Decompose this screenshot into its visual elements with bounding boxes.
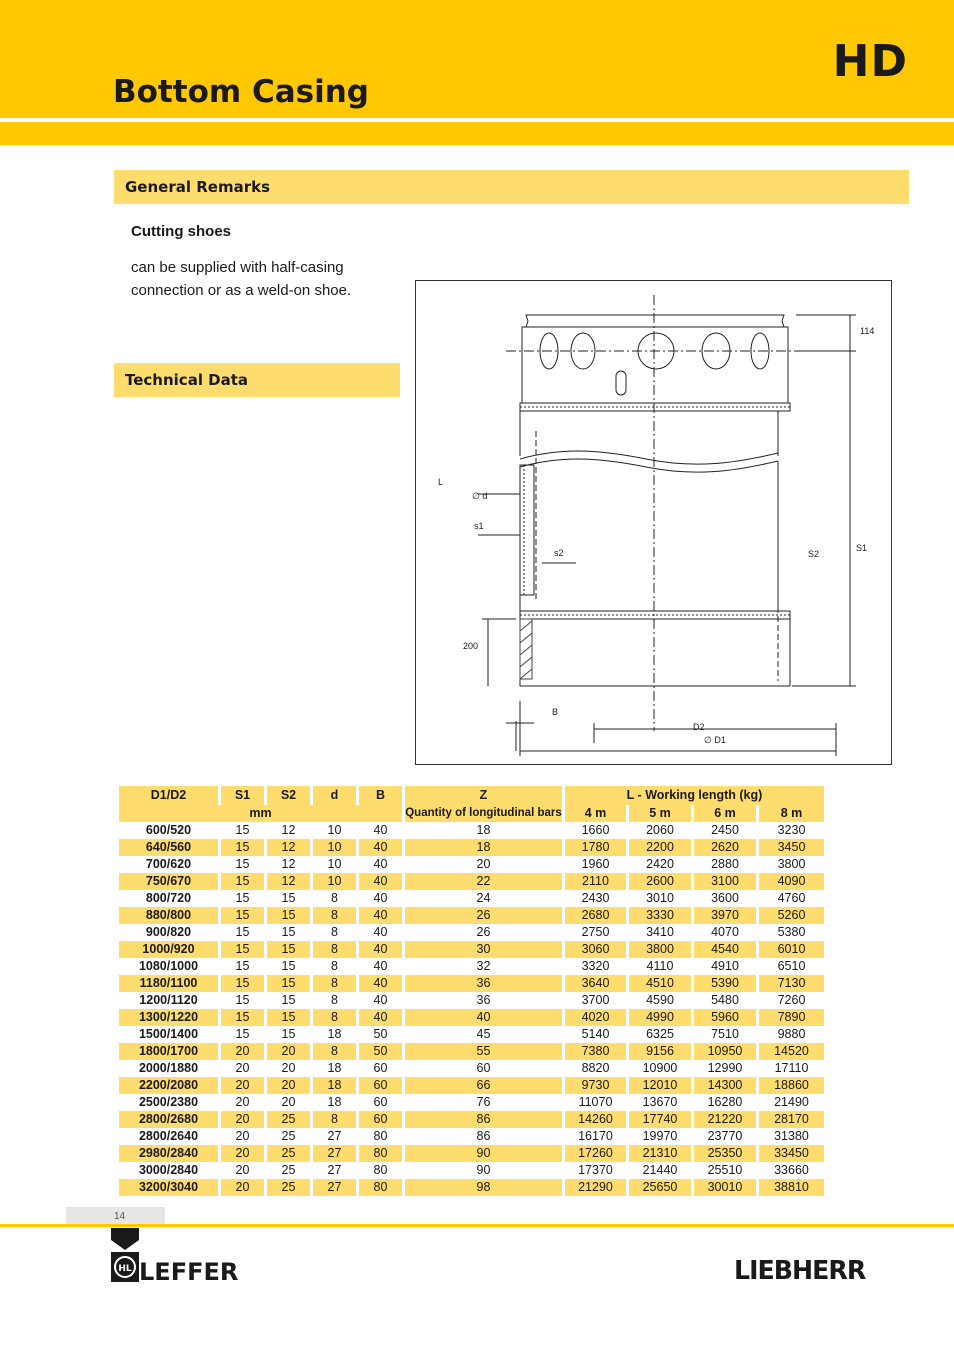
table-cell: 15	[235, 993, 250, 1007]
table-cell: 3700	[581, 993, 610, 1007]
table-cell: 25	[281, 1129, 296, 1143]
table-cell: 20	[267, 1043, 310, 1060]
table-cell: 3010	[646, 891, 674, 905]
table-cell: 60	[373, 1095, 388, 1109]
table-cell: 8	[313, 975, 356, 992]
dim-200: 200	[463, 641, 479, 651]
table-cell: 55	[405, 1043, 562, 1060]
table-cell: 50	[373, 1027, 388, 1041]
table-cell: 10	[313, 873, 356, 890]
table-cell: 3230	[777, 823, 806, 837]
table-cell: 2600	[629, 873, 691, 890]
table-cell: 3450	[759, 839, 824, 856]
table-cell: 8	[313, 1043, 356, 1060]
table-cell: 5390	[694, 975, 756, 992]
table-row	[119, 1009, 824, 1026]
table-cell: 40	[373, 857, 388, 871]
table-cell: 40	[373, 993, 388, 1007]
table-cell: 3330	[629, 907, 691, 924]
table-cell: 880/800	[119, 907, 218, 924]
table-cell: 20	[221, 1179, 264, 1196]
table-row	[119, 1128, 824, 1145]
col-4m: 4 m	[565, 805, 626, 822]
table-cell: 2060	[646, 823, 674, 837]
table-cell: 18	[327, 1027, 342, 1041]
table-cell: 20	[221, 1077, 264, 1094]
table-cell: 86	[405, 1111, 562, 1128]
table-cell: 750/670	[119, 873, 218, 890]
table-cell: 50	[359, 1043, 402, 1060]
table-cell: 8	[313, 1111, 356, 1128]
table-cell: 1180/1100	[119, 975, 218, 992]
table-cell: 24	[476, 891, 491, 905]
general-remarks-heading: General Remarks	[114, 170, 909, 204]
table-cell: 2430	[581, 891, 610, 905]
table-cell: 5960	[694, 1009, 756, 1026]
cutting-shoes-heading: Cutting shoes	[131, 223, 231, 240]
table-cell: 3200/3040	[119, 1179, 218, 1196]
table-cell: 2800/2640	[138, 1129, 199, 1143]
table-cell: 15	[235, 959, 250, 973]
table-cell: 86	[476, 1129, 491, 1143]
table-cell: 28170	[759, 1111, 824, 1128]
remark-text: can be supplied with half-casing connection or as a weld-on shoe.	[131, 259, 352, 299]
table-row	[119, 1026, 824, 1043]
table-cell: 20	[281, 1095, 296, 1109]
table-cell: 15	[267, 907, 310, 924]
table-cell: 60	[359, 1077, 402, 1094]
table-cell: 25510	[707, 1163, 743, 1177]
table-cell: 2200/2080	[119, 1077, 218, 1094]
col-s1: S1	[221, 786, 264, 805]
dim-s1: s1	[474, 521, 484, 531]
table-cell: 900/820	[145, 925, 192, 939]
table-cell: 60	[359, 1111, 402, 1128]
technical-data-heading: Technical Data	[114, 363, 400, 397]
table-cell: 40	[359, 975, 402, 992]
table-cell: 2620	[694, 839, 756, 856]
table-cell: 12010	[629, 1077, 691, 1094]
table-cell: 1660	[581, 823, 610, 837]
table-cell: 8	[313, 907, 356, 924]
table-cell: 2800/2680	[119, 1111, 218, 1128]
table-cell: 36	[405, 975, 562, 992]
table-cell: 600/520	[145, 823, 192, 837]
table-cell: 66	[405, 1077, 562, 1094]
table-cell: 12	[267, 839, 310, 856]
table-cell: 40	[373, 925, 388, 939]
table-cell: 13670	[642, 1095, 678, 1109]
table-cell: 15	[235, 857, 250, 871]
table-cell: 15	[281, 993, 296, 1007]
table-cell: 11070	[578, 1095, 613, 1109]
table-cell: 10	[327, 823, 342, 837]
col-5m: 5 m	[629, 805, 691, 822]
technical-data-table	[119, 786, 824, 1196]
table-cell: 17260	[565, 1145, 626, 1162]
casing-drawing-svg	[416, 281, 893, 766]
table-row	[119, 1094, 824, 1111]
unit-mm: mm	[119, 805, 402, 822]
dim-L: L	[438, 477, 444, 487]
table-cell: 15	[221, 839, 264, 856]
table-cell: 4070	[711, 925, 739, 939]
table-cell: 9880	[777, 1027, 806, 1041]
table-cell: 8	[313, 1009, 356, 1026]
leffer-logo-text: LEFFER	[139, 1258, 239, 1286]
table-cell: 18	[405, 839, 562, 856]
dim-S2: S2	[808, 549, 820, 559]
table-cell: 12	[281, 857, 296, 871]
table-cell: 17370	[578, 1163, 613, 1177]
table-cell: 8	[331, 925, 338, 939]
dim-B: B	[552, 707, 559, 717]
col-d: d	[313, 786, 356, 805]
table-cell: 4090	[759, 873, 824, 890]
table-cell: 8	[331, 993, 338, 1007]
table-cell: 20	[235, 1163, 250, 1177]
liebherr-logo: LIEBHERR	[734, 1256, 866, 1286]
table-cell: 2880	[711, 857, 739, 871]
table-cell: 2000/1880	[138, 1061, 199, 1075]
table-row	[119, 839, 824, 856]
table-cell: 5140	[581, 1027, 610, 1041]
table-cell: 15	[235, 823, 250, 837]
col-8m: 8 m	[759, 805, 824, 822]
table-cell: 27	[327, 1163, 342, 1177]
table-cell: 6325	[646, 1027, 674, 1041]
table-cell: 18	[476, 823, 491, 837]
table-cell: 3100	[694, 873, 756, 890]
table-cell: 80	[373, 1129, 388, 1143]
table-row	[119, 992, 824, 1009]
table-cell: 20	[221, 1043, 264, 1060]
table-cell: 15	[221, 975, 264, 992]
table-cell: 14300	[694, 1077, 756, 1094]
table-cell: 33450	[759, 1145, 824, 1162]
table-cell: 27	[327, 1129, 342, 1143]
page-number: 14	[66, 1207, 165, 1224]
table-row	[119, 975, 824, 992]
table-cell: 30010	[694, 1179, 756, 1196]
table-cell: 15	[281, 959, 296, 973]
table-cell: 800/720	[145, 891, 192, 905]
table-row	[119, 1162, 824, 1179]
z-subtitle: Quantity of longitudinal bars	[405, 805, 562, 822]
table-cell: 21220	[694, 1111, 756, 1128]
table-cell: 22	[405, 873, 562, 890]
table-cell: 18	[327, 1061, 342, 1075]
page-title: Bottom Casing	[113, 74, 369, 110]
table-cell: 7130	[759, 975, 824, 992]
table-cell: 15	[281, 891, 296, 905]
table-cell: 27	[313, 1179, 356, 1196]
table-cell: 2980/2840	[119, 1145, 218, 1162]
table-cell: 40	[373, 959, 388, 973]
col-working-length: L - Working length (kg)	[565, 786, 824, 805]
table-cell: 27	[313, 1145, 356, 1162]
table-cell: 8	[331, 959, 338, 973]
leffer-mark-text: HL	[118, 1264, 132, 1274]
table-cell: 15	[235, 891, 250, 905]
table-cell: 32	[476, 959, 491, 973]
table-cell: 98	[405, 1179, 562, 1196]
table-cell: 1000/920	[119, 941, 218, 958]
table-cell: 2500/2380	[138, 1095, 199, 1109]
table-cell: 9730	[565, 1077, 626, 1094]
table-cell: 18	[313, 1077, 356, 1094]
table-cell: 700/620	[145, 857, 192, 871]
table-cell: 7890	[759, 1009, 824, 1026]
dim-114: 114	[860, 326, 875, 336]
dim-d: ∅ d	[472, 491, 488, 501]
table-cell: 3060	[565, 941, 626, 958]
table-cell: 45	[476, 1027, 491, 1041]
table-cell: 25650	[629, 1179, 691, 1196]
table-cell: 23770	[707, 1129, 743, 1143]
table-row	[119, 1145, 824, 1162]
table-row	[119, 1077, 824, 1094]
table-cell: 10950	[694, 1043, 756, 1060]
table-cell: 10	[327, 857, 342, 871]
table-cell: 80	[359, 1179, 402, 1196]
table-cell: 20	[221, 1145, 264, 1162]
table-cell: 7260	[777, 993, 806, 1007]
table-cell: 3000/2840	[138, 1163, 199, 1177]
table-cell: 3640	[565, 975, 626, 992]
casing-drawing	[415, 280, 892, 765]
table-row	[119, 1179, 824, 1196]
table-cell: 17110	[774, 1061, 809, 1075]
table-cell: 14260	[565, 1111, 626, 1128]
table-cell: 20	[476, 857, 491, 871]
table-cell: 40	[359, 839, 402, 856]
table-cell: 15	[267, 975, 310, 992]
table-cell: 20	[267, 1077, 310, 1094]
table-row	[119, 924, 824, 941]
table-cell: 16280	[707, 1095, 743, 1109]
table-cell: 4540	[694, 941, 756, 958]
table-cell: 20	[221, 1111, 264, 1128]
table-cell: 7380	[565, 1043, 626, 1060]
table-cell: 2450	[711, 823, 739, 837]
col-s2: S2	[267, 786, 310, 805]
table-row	[119, 907, 824, 924]
table-cell: 3800	[777, 857, 806, 871]
table-row	[119, 873, 824, 890]
leffer-logo-mark	[111, 1228, 139, 1284]
col-d1d2: D1/D2	[119, 786, 218, 805]
table-cell: 33660	[774, 1163, 809, 1177]
table-cell: 12990	[707, 1061, 743, 1075]
table-cell: 26	[405, 907, 562, 924]
table-cell: 21490	[774, 1095, 809, 1109]
table-cell: 4110	[646, 959, 674, 973]
table-cell: 15	[267, 941, 310, 958]
table-cell: 25	[267, 1179, 310, 1196]
table-cell: 15	[221, 941, 264, 958]
table-cell: 17740	[629, 1111, 691, 1128]
table-cell: 2680	[565, 907, 626, 924]
table-cell: 8	[313, 941, 356, 958]
table-cell: 40	[405, 1009, 562, 1026]
table-cell: 40	[359, 873, 402, 890]
table-cell: 6510	[777, 959, 806, 973]
table-cell: 36	[476, 993, 491, 1007]
table-cell: 12	[281, 823, 296, 837]
table-cell: 5260	[759, 907, 824, 924]
header-band	[0, 122, 954, 145]
table-cell: 20	[235, 1095, 250, 1109]
table-cell: 90	[405, 1145, 562, 1162]
table-cell: 4020	[565, 1009, 626, 1026]
table-cell: 30	[405, 941, 562, 958]
dim-s2: s2	[554, 548, 564, 558]
table-cell: 19970	[642, 1129, 678, 1143]
dim-D1: ∅ D1	[704, 735, 726, 745]
table-row	[119, 958, 824, 975]
table-cell: 2750	[581, 925, 610, 939]
table-cell: 80	[359, 1145, 402, 1162]
table-cell: 25	[267, 1145, 310, 1162]
table-cell: 4760	[777, 891, 806, 905]
table-cell: 1960	[581, 857, 610, 871]
table-cell: 40	[359, 1009, 402, 1026]
table-cell: 20	[281, 1061, 296, 1075]
table-cell: 4510	[629, 975, 691, 992]
table-cell: 1780	[565, 839, 626, 856]
table-cell: 40	[373, 891, 388, 905]
table-cell: 60	[373, 1061, 388, 1075]
table-row	[119, 941, 824, 958]
table-cell: 1300/1220	[119, 1009, 218, 1026]
table-cell: 15	[281, 1027, 296, 1041]
table-cell: 40	[359, 941, 402, 958]
table-cell: 2420	[646, 857, 674, 871]
table-cell: 5480	[711, 993, 739, 1007]
table-cell: 20	[235, 1061, 250, 1075]
table-cell: 9156	[629, 1043, 691, 1060]
table-cell: 15	[281, 925, 296, 939]
table-cell: 3410	[646, 925, 674, 939]
table-cell: 90	[476, 1163, 491, 1177]
table-cell: 640/560	[119, 839, 218, 856]
col-6m: 6 m	[694, 805, 756, 822]
table-row	[119, 1060, 824, 1077]
col-z: Z	[405, 786, 562, 805]
table-cell: 10	[313, 839, 356, 856]
table-cell: 15	[235, 1027, 250, 1041]
table-cell: 1500/1400	[138, 1027, 199, 1041]
table-cell: 21440	[642, 1163, 678, 1177]
table-cell: 18860	[759, 1077, 824, 1094]
table-row	[119, 856, 824, 873]
table-cell: 38810	[759, 1179, 824, 1196]
table-cell: 18	[327, 1095, 342, 1109]
table-cell: 26	[476, 925, 491, 939]
table-cell: 25	[281, 1163, 296, 1177]
table-cell: 60	[476, 1061, 491, 1075]
table-cell: 40	[373, 823, 388, 837]
table-cell: 6010	[759, 941, 824, 958]
table-cell: 12	[267, 873, 310, 890]
dim-D2: D2	[693, 722, 705, 732]
table-cell: 80	[373, 1163, 388, 1177]
col-b: B	[359, 786, 402, 805]
table-cell: 8820	[581, 1061, 610, 1075]
table-cell: 2110	[565, 873, 626, 890]
table-cell: 15	[267, 1009, 310, 1026]
table-row	[119, 822, 824, 839]
table-cell: 40	[359, 907, 402, 924]
table-cell: 3970	[694, 907, 756, 924]
table-cell: 3320	[581, 959, 610, 973]
table-row	[119, 1111, 824, 1128]
table-cell: 5380	[777, 925, 806, 939]
table-cell: 10900	[642, 1061, 678, 1075]
table-cell: 76	[476, 1095, 491, 1109]
table-cell: 4590	[646, 993, 674, 1007]
table-cell: 3600	[711, 891, 739, 905]
table-cell: 14520	[759, 1043, 824, 1060]
table-cell: 15	[235, 925, 250, 939]
table-cell: 31380	[774, 1129, 809, 1143]
table-cell: 21310	[629, 1145, 691, 1162]
table-cell: 3800	[629, 941, 691, 958]
table-cell: 15	[221, 907, 264, 924]
table-cell: 4910	[711, 959, 739, 973]
dim-S1: S1	[856, 543, 868, 553]
table-cell: 4990	[629, 1009, 691, 1026]
table-row	[119, 890, 824, 907]
series-badge: HD	[832, 36, 908, 87]
table-cell: 15	[221, 1009, 264, 1026]
table-cell: 25	[267, 1111, 310, 1128]
footer-line	[0, 1224, 954, 1227]
table-cell: 7510	[711, 1027, 739, 1041]
table-cell: 1800/1700	[119, 1043, 218, 1060]
table-cell: 8	[331, 891, 338, 905]
table-row	[119, 1043, 824, 1060]
table-cell: 15	[221, 873, 264, 890]
table-cell: 16170	[578, 1129, 613, 1143]
table-cell: 20	[235, 1129, 250, 1143]
table-cell: 21290	[565, 1179, 626, 1196]
table-cell: 1080/1000	[138, 959, 199, 973]
table-cell: 1200/1120	[139, 993, 198, 1007]
table-cell: 2200	[629, 839, 691, 856]
table-cell: 25350	[694, 1145, 756, 1162]
